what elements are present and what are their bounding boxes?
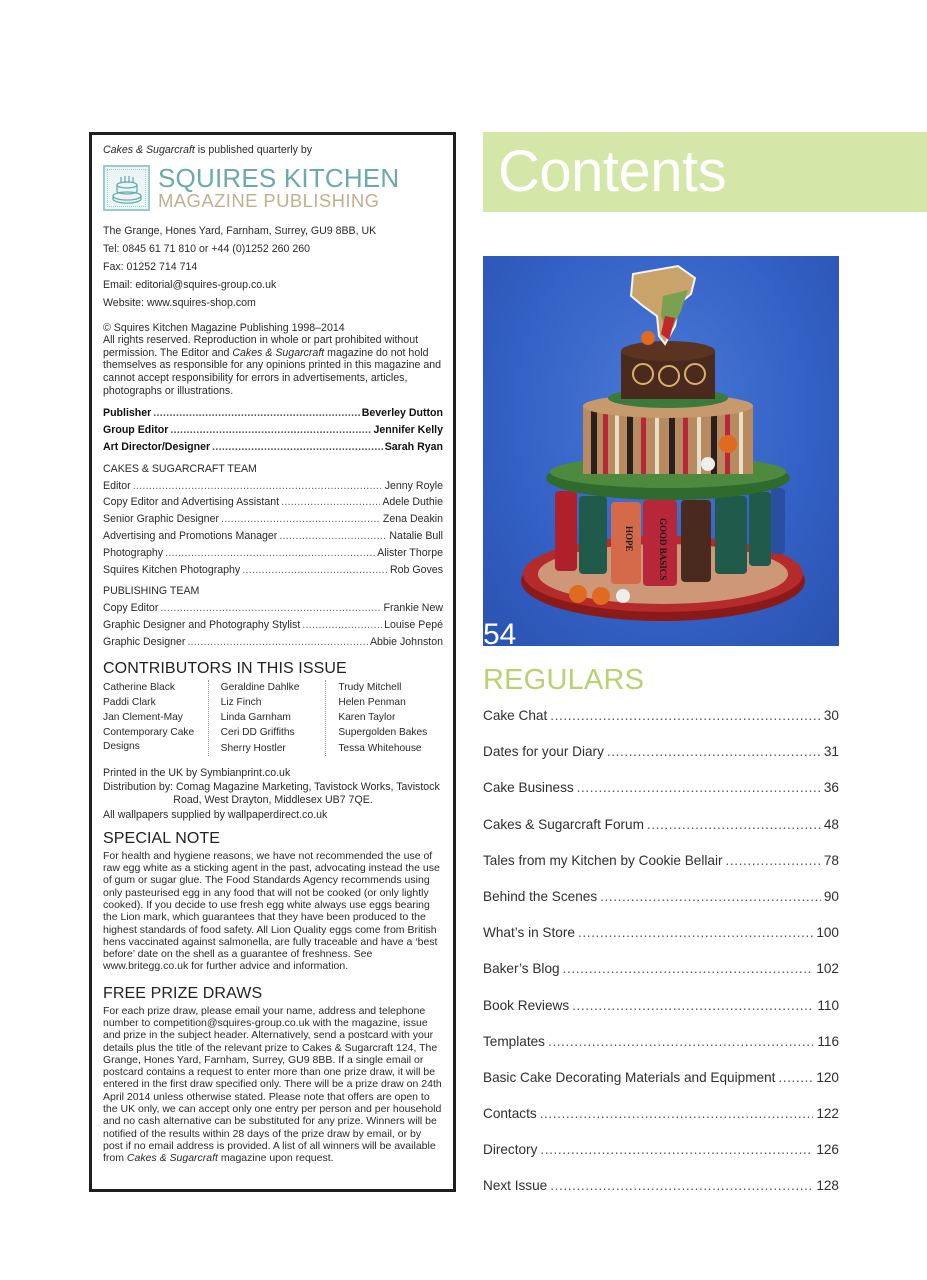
wallpaper-credit: All wallpapers supplied by wallpaperdirect.co.uk bbox=[103, 808, 328, 821]
staff-name: Sarah Ryan bbox=[384, 440, 443, 453]
toc-page: 100 bbox=[816, 925, 839, 941]
toc-title: Baker’s Blog bbox=[483, 961, 560, 977]
contributor-name: Catherine Black bbox=[103, 681, 175, 693]
staff-row bbox=[103, 511, 443, 528]
leader-dots bbox=[572, 994, 814, 1018]
toc-item-cake-chat[interactable] bbox=[483, 704, 839, 740]
staff-row bbox=[103, 617, 443, 634]
toc-page: 128 bbox=[816, 1178, 839, 1194]
staff-name: Alister Thorpe bbox=[377, 546, 443, 559]
contributors-column-2 bbox=[208, 680, 326, 756]
staff-name: Jenny Royle bbox=[384, 479, 443, 492]
toc-item-book-reviews[interactable] bbox=[483, 994, 839, 1030]
staff-role: Squires Kitchen Photography bbox=[103, 563, 241, 576]
staff-role: Group Editor bbox=[103, 423, 169, 436]
contents-list bbox=[483, 704, 839, 1211]
toc-item-whats-in-store[interactable] bbox=[483, 921, 839, 957]
leader-dots bbox=[221, 511, 381, 528]
toc-title: Basic Cake Decorating Materials and Equipment bbox=[483, 1069, 776, 1085]
staff-row bbox=[103, 600, 443, 617]
prize-draws-heading: FREE PRIZE DRAWS bbox=[103, 984, 263, 1002]
leader-dots bbox=[550, 1174, 813, 1198]
leader-dots bbox=[242, 562, 388, 579]
toc-page: 90 bbox=[823, 888, 839, 904]
copyright-text: All rights reserved. Reproduction in whole or part prohibited without permission. The Editor and bbox=[103, 334, 419, 359]
special-note-text: For health and hygiene reasons, we have not recommended the use of raw egg white as a sticking agent in the past, advocating instead the use of gum or sugar glue. The Food Standards Agency recommends using only pasteurised egg in any food that will not be cooked (or only lightly cooked). If you decide to use fresh egg white always use eggs bearing the Lion mark, which guarantees that they have been produced to the highest standards of food safety. All Lion Quality eggs come from British hens vaccinated against salmonella, are fully traceable and have a ‘best before’ date on the shell as a guarantee of freshness. See www.britegg.co.uk for further advice and information. bbox=[103, 849, 440, 973]
contents-banner bbox=[483, 132, 927, 212]
leader-dots bbox=[302, 617, 382, 634]
staff-role: Art Director/Designer bbox=[103, 440, 211, 453]
regulars-heading: REGULARS bbox=[483, 664, 645, 696]
contributors-column-1 bbox=[103, 680, 208, 756]
leader-dots bbox=[540, 1102, 814, 1126]
magazine-name: Cakes & Sugarcraft bbox=[232, 346, 325, 359]
distribution-line-2: Road, West Drayton, Middlesex UB7 7QE. bbox=[173, 793, 373, 806]
toc-title: Behind the Scenes bbox=[483, 888, 598, 904]
distribution-line-1: Distribution by: Comag Magazine Marketing, Tavistock Works, Tavistock bbox=[103, 780, 440, 793]
staff-row bbox=[103, 422, 443, 439]
leader-dots bbox=[165, 545, 375, 562]
staff-name: Abbie Johnston bbox=[369, 635, 443, 648]
publisher-intro bbox=[103, 144, 443, 157]
leader-dots bbox=[170, 422, 371, 439]
toc-page: 122 bbox=[816, 1106, 839, 1122]
toc-item-behind-the-scenes[interactable] bbox=[483, 885, 839, 921]
prize-text: magazine upon request. bbox=[217, 1152, 334, 1165]
toc-title: Directory bbox=[483, 1142, 538, 1158]
leader-dots bbox=[577, 776, 821, 800]
toc-title: Book Reviews bbox=[483, 997, 570, 1013]
staff-role: Copy Editor bbox=[103, 602, 159, 615]
toc-title: Dates for your Diary bbox=[483, 744, 604, 760]
telephone: Tel: 0845 61 71 810 or +44 (0)1252 260 260 bbox=[103, 242, 311, 255]
leader-dots bbox=[212, 439, 383, 456]
toc-title: Contacts bbox=[483, 1106, 537, 1122]
staff-role: Advertising and Promotions Manager bbox=[103, 529, 278, 542]
page-title: Contents bbox=[498, 139, 727, 204]
leader-dots bbox=[600, 885, 821, 909]
magazine-name: Cakes & Sugarcraft bbox=[126, 1152, 218, 1165]
leader-dots bbox=[550, 704, 821, 728]
svg-text:HOPE: HOPE bbox=[624, 526, 634, 552]
staff-name: Rob Goves bbox=[390, 563, 443, 576]
staff-name: Jennifer Kelly bbox=[373, 423, 443, 436]
publishing-team-list bbox=[103, 600, 443, 650]
toc-page: 36 bbox=[823, 780, 839, 796]
contributor-name: Jan Clement-May bbox=[103, 712, 183, 724]
leader-dots bbox=[187, 634, 368, 651]
copyright-line: © Squires Kitchen Magazine Publishing 1998–2014 bbox=[103, 321, 345, 334]
staff-role: Copy Editor and Advertising Assistant bbox=[103, 496, 280, 509]
contributor-name: Karen Taylor bbox=[338, 712, 396, 724]
cake-logo-icon bbox=[103, 165, 150, 211]
leader-dots bbox=[726, 849, 821, 873]
contributor-name: Linda Garnham bbox=[220, 712, 291, 724]
contributor-name: Ceri DD Griffiths bbox=[220, 727, 295, 739]
copyright-notice bbox=[103, 322, 443, 398]
staff-row bbox=[103, 634, 443, 651]
logo-line-1: SQUIRES KITCHEN bbox=[158, 162, 400, 193]
toc-page: 78 bbox=[823, 852, 839, 868]
staff-row bbox=[103, 478, 443, 495]
leader-dots bbox=[607, 740, 821, 764]
staff-name: Adele Duthie bbox=[382, 496, 443, 509]
leader-dots bbox=[281, 494, 380, 511]
toc-item-cake-business[interactable] bbox=[483, 776, 839, 812]
staff-row bbox=[103, 528, 443, 545]
cake-feature-image[interactable] bbox=[483, 256, 839, 646]
toc-item-basic-materials[interactable] bbox=[483, 1066, 839, 1102]
toc-item-forum[interactable] bbox=[483, 813, 839, 849]
contributors-heading: CONTRIBUTORS IN THIS ISSUE bbox=[103, 659, 347, 677]
leader-dots bbox=[563, 957, 814, 981]
contributor-name: Contemporary Cake bbox=[103, 727, 195, 739]
leader-dots bbox=[153, 405, 359, 422]
toc-title: Next Issue bbox=[483, 1178, 548, 1194]
website-link[interactable]: Website: www.squires-shop.com bbox=[103, 296, 256, 309]
toc-page: 31 bbox=[823, 744, 839, 760]
contributor-name: Designs bbox=[103, 740, 140, 752]
distribution-credit bbox=[103, 781, 443, 807]
toc-title: Cake Business bbox=[483, 780, 574, 796]
leader-dots bbox=[160, 600, 381, 617]
toc-item-dates-for-your-diary[interactable] bbox=[483, 740, 839, 776]
contributor-name: Supergolden Bakes bbox=[338, 727, 428, 739]
staff-row bbox=[103, 439, 443, 456]
contributor-name: Sherry Hostler bbox=[220, 742, 286, 754]
staff-role: Graphic Designer bbox=[103, 635, 186, 648]
cake-illustration bbox=[483, 256, 839, 646]
staff-row bbox=[103, 562, 443, 579]
contributor-name: Helen Penman bbox=[338, 696, 406, 708]
toc-page: 116 bbox=[817, 1033, 839, 1049]
prize-text: For each prize draw, please email your name, address and telephone number to competition@squires-group.co.uk with the magazine, issue and prize in the subject header. Alternatively, send a postcard with your details plus the title of the relevant prize to Cakes & Sugarcraft 124, The Grange, Hones Yard, Farnham, Surrey, GU9 8BB. If a single email or postcard contains a request to enter more than one prize draw, it will be entered in the first draw specified only. There will be a prize draw on 24th April 2014 unless otherwise stated. Please note that offers are open to the UK only, we can accept only one entry per person and per household and no cash alternative can be substituted for any prize. Winners will be notified of the results within 28 days of the prize draw by email, or by post if no email address is provided. A list of all winners will be available from bbox=[103, 1004, 442, 1165]
staff-row bbox=[103, 494, 443, 511]
toc-item-bakers-blog[interactable] bbox=[483, 957, 839, 993]
cs-team-heading: CAKES & SUGARCRAFT TEAM bbox=[103, 462, 257, 475]
contributor-name: Trudy Mitchell bbox=[338, 681, 402, 693]
toc-title: Templates bbox=[483, 1033, 545, 1049]
staff-name: Natalie Bull bbox=[389, 529, 443, 542]
leader-dots bbox=[279, 528, 387, 545]
contributor-name: Geraldine Dahlke bbox=[220, 681, 300, 693]
staff-role: Publisher bbox=[103, 407, 152, 420]
intro-text: is published quarterly by bbox=[194, 144, 313, 156]
leader-dots bbox=[548, 1030, 814, 1054]
contributors-column-3 bbox=[325, 680, 443, 756]
staff-role: Editor bbox=[103, 479, 131, 492]
toc-item-next-issue[interactable] bbox=[483, 1174, 839, 1210]
magazine-name: Cakes & Sugarcraft bbox=[103, 144, 195, 156]
toc-page: 30 bbox=[823, 708, 839, 723]
special-note-heading: SPECIAL NOTE bbox=[103, 829, 221, 847]
toc-title: What’s in Store bbox=[483, 925, 575, 941]
staff-role: Graphic Designer and Photography Stylist bbox=[103, 619, 301, 632]
leader-dots bbox=[778, 1066, 813, 1090]
toc-title: Tales from my Kitchen by Cookie Bellair bbox=[483, 852, 723, 868]
publishing-team-heading: PUBLISHING TEAM bbox=[103, 585, 200, 598]
toc-page: 120 bbox=[816, 1069, 839, 1085]
cs-team-list bbox=[103, 478, 443, 579]
publisher-logo bbox=[103, 164, 443, 212]
fax: Fax: 01252 714 714 bbox=[103, 260, 198, 273]
toc-page: 48 bbox=[823, 816, 839, 832]
toc-item-contacts[interactable] bbox=[483, 1102, 839, 1138]
svg-text:GOOD BASICS: GOOD BASICS bbox=[658, 518, 668, 581]
toc-page: 102 bbox=[816, 961, 839, 977]
toc-page: 126 bbox=[816, 1142, 839, 1158]
leader-dots bbox=[647, 813, 821, 837]
staff-role: Senior Graphic Designer bbox=[103, 513, 219, 526]
toc-item-directory[interactable] bbox=[483, 1138, 839, 1174]
contributor-name: Paddi Clark bbox=[103, 696, 156, 708]
staff-name: Zena Deakin bbox=[382, 513, 443, 526]
email-link[interactable]: Email: editorial@squires-group.co.uk bbox=[103, 278, 277, 291]
printer-credit: Printed in the UK by Symbianprint.co.uk bbox=[103, 766, 291, 779]
contributor-name: Tessa Whitehouse bbox=[338, 742, 422, 754]
toc-item-tales-from-my-kitchen[interactable] bbox=[483, 849, 839, 885]
staff-name: Louise Pepé bbox=[384, 619, 443, 632]
copyright-text: magazine do not hold themselves as responsible for any opinions printed in this magazine and cannot accept responsibility for errors in advertisements, articles, photographs or illustrations. bbox=[103, 346, 442, 397]
feature-page-number: 54 bbox=[483, 618, 517, 646]
leader-dots bbox=[540, 1138, 813, 1162]
contributor-name: Liz Finch bbox=[220, 696, 262, 708]
staff-name: Frankie New bbox=[383, 602, 443, 615]
leader-dots bbox=[133, 478, 383, 495]
toc-title: Cakes & Sugarcraft Forum bbox=[483, 816, 644, 832]
staff-row bbox=[103, 405, 443, 422]
leader-dots bbox=[578, 921, 813, 945]
contributors-list bbox=[103, 680, 443, 756]
masthead-box bbox=[89, 132, 456, 1192]
logo-line-2: MAGAZINE PUBLISHING bbox=[158, 189, 380, 211]
senior-staff-list bbox=[103, 405, 443, 455]
toc-title: Cake Chat bbox=[483, 708, 548, 723]
address: The Grange, Hones Yard, Farnham, Surrey, GU9 8BB, UK bbox=[103, 224, 377, 237]
staff-role: Photography bbox=[103, 546, 164, 559]
toc-page: 110 bbox=[817, 997, 839, 1013]
prize-draws-text bbox=[103, 1005, 443, 1165]
toc-item-templates[interactable] bbox=[483, 1030, 839, 1066]
staff-name: Beverley Dutton bbox=[361, 407, 443, 420]
staff-row bbox=[103, 545, 443, 562]
